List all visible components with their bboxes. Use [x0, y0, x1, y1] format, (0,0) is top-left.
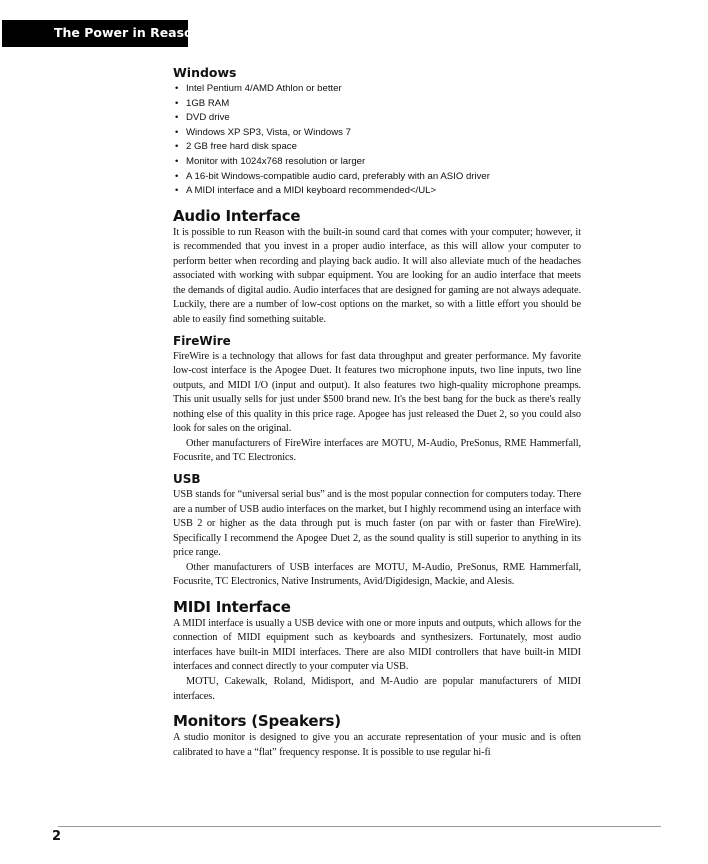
list-item: • Intel Pentium 4/AMD Athlon or better [173, 82, 581, 97]
usb-paragraph-2: Other manufacturers of USB interfaces are MOTU, M-Audio, PreSonus, RME Hammerfall, Focusrite, TC Electronics, Native Instruments, Avid/Digidesign, Mackie, and Alesis. [173, 561, 581, 588]
firewire-paragraph-2: Other manufacturers of FireWire interfaces are MOTU, M-Audio, PreSonus, RME Hammerfall, Focusrite, and TC Electronics. [173, 437, 581, 464]
page-content [173, 64, 581, 760]
bullet-icon: • [175, 83, 179, 94]
running-header-title: The Power in Reason [54, 25, 202, 40]
monitors-paragraph: A studio monitor is designed to give you an accurate representation of your music and is often calibrated to have a “flat” frequency response. It is possible to use regular hi-fi [173, 732, 581, 758]
bullet-icon: • [175, 141, 179, 153]
bullet-icon: • [175, 170, 179, 182]
windows-requirements-list [173, 82, 581, 199]
midi-interface-paragraph-2: MOTU, Cakewalk, Roland, Midisport, and M-Audio are popular manufacturers of MIDI interfaces. [173, 675, 581, 702]
list-item: • DVD drive [173, 111, 581, 126]
usb-title: USB [173, 471, 201, 486]
monitors-title: Monitors (Speakers) [173, 712, 341, 731]
bullet-icon: • [175, 112, 179, 124]
firewire-title: FireWire [173, 333, 231, 348]
audio-interface-paragraph: It is possible to run Reason with the built-in sound card that comes with your computer; however, it is recommended that you invest in a proper audio interface, as this will allow your computer to perform better when recording and playing back audio. It will also alleviate much of the headaches associated with working with subpar equipment. You are looking for an audio interface that meets the demands of digital audio. Audio interfaces that are designed for gaming are not always adequate. Luckily, there are a number of low-cost options on the market, so with a little effort you should be able to easily find something suitable. [173, 226, 581, 326]
list-item: • A MIDI interface and a MIDI keyboard recommended</UL> [173, 184, 581, 199]
list-item: • A 16-bit Windows-compatible audio card, preferably with an ASIO driver [173, 170, 581, 185]
list-item: • 1GB RAM [173, 97, 581, 112]
page-number: 2 [52, 829, 62, 844]
list-item: • 2 GB free hard disk space [173, 140, 581, 155]
list-item: • Windows XP SP3, Vista, or Windows 7 [173, 126, 581, 141]
usb-paragraph-1: USB stands for “universal serial bus” and is the most popular connection for computers today. There are a number of USB audio interfaces on the market, but I highly recommend using an interface with USB 2 or higher as the data through put is much faster (on par with or faster than FireWire). Specifically I recommend the Apogee Duet 2, as the sound quality is still superior to anything in its price range. [173, 488, 581, 559]
firewire-paragraph-1: FireWire is a technology that allows for fast data throughput and greater performance. My favorite low-cost interface is the Apogee Duet. It features two microphone inputs, two line inputs, two line outputs, and MIDI I/O (input and output). It also features two high-quality microphone preamps. This unit usually sells for just under $500 brand new. It's the best bang for the buck as there's really nothing else of this quality in this price rage. Apogee has just released the Duet 2, so you could also look for sales on the original. [173, 350, 581, 435]
footer-divider [58, 826, 661, 827]
windows-heading: Windows [173, 65, 237, 80]
midi-interface-title: MIDI Interface [173, 597, 291, 616]
bullet-icon: • [175, 126, 179, 138]
bullet-icon: • [175, 185, 179, 197]
midi-interface-paragraph-1: A MIDI interface is usually a USB device with one or more inputs and outputs, which allows for the connection of MIDI equipment such as keyboards and synthesizers. Fortunately, most audio interfaces have built-in MIDI interfaces. There are also MIDI controllers that have built-in MIDI interfaces and connect directly to your computer via USB. [173, 617, 581, 673]
bullet-icon: • [175, 155, 179, 167]
audio-interface-title: Audio Interface [173, 206, 301, 225]
running-header-bar [2, 20, 202, 47]
list-item: • Monitor with 1024x768 resolution or larger [173, 155, 581, 170]
bullet-icon: • [175, 97, 179, 109]
